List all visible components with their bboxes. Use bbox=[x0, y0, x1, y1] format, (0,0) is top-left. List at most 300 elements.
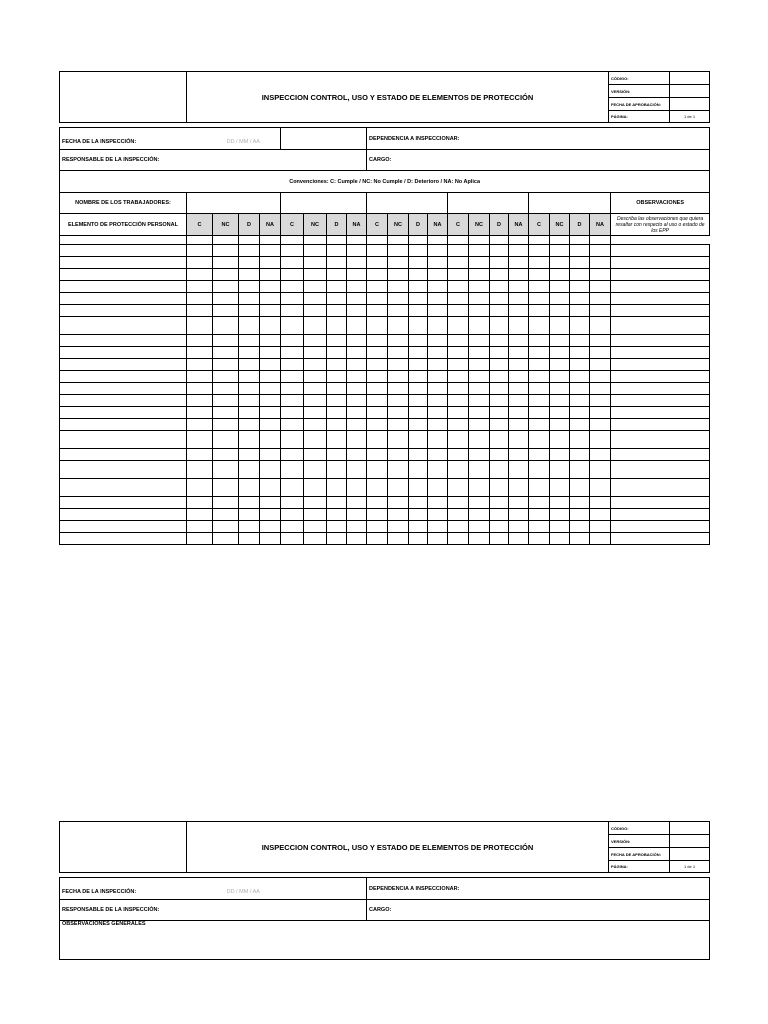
check-cell[interactable] bbox=[590, 335, 611, 347]
check-cell[interactable] bbox=[469, 371, 490, 383]
check-cell[interactable] bbox=[187, 281, 213, 293]
check-cell[interactable] bbox=[367, 509, 388, 521]
check-cell[interactable] bbox=[260, 449, 281, 461]
check-cell[interactable] bbox=[490, 293, 509, 305]
check-cell[interactable] bbox=[239, 305, 260, 317]
worker-name-5[interactable] bbox=[529, 193, 611, 214]
check-cell[interactable] bbox=[490, 269, 509, 281]
observation-cell[interactable] bbox=[611, 395, 710, 407]
check-cell[interactable] bbox=[509, 371, 529, 383]
fecha-aprobacion-value[interactable] bbox=[670, 98, 710, 111]
check-cell[interactable] bbox=[428, 395, 448, 407]
check-cell[interactable] bbox=[187, 395, 213, 407]
check-cell[interactable] bbox=[529, 461, 550, 479]
check-cell[interactable] bbox=[590, 257, 611, 269]
check-cell[interactable] bbox=[187, 347, 213, 359]
check-cell[interactable] bbox=[550, 521, 570, 533]
check-cell[interactable] bbox=[529, 509, 550, 521]
check-cell[interactable] bbox=[367, 245, 388, 257]
check-cell[interactable] bbox=[590, 317, 611, 335]
check-cell[interactable] bbox=[281, 449, 304, 461]
check-cell[interactable] bbox=[304, 521, 327, 533]
check-cell[interactable] bbox=[367, 236, 388, 245]
check-cell[interactable] bbox=[409, 449, 428, 461]
fecha-aprobacion-value[interactable] bbox=[670, 848, 710, 861]
check-cell[interactable] bbox=[187, 236, 213, 245]
check-cell[interactable] bbox=[428, 359, 448, 371]
check-cell[interactable] bbox=[327, 293, 347, 305]
check-cell[interactable] bbox=[529, 521, 550, 533]
check-cell[interactable] bbox=[428, 257, 448, 269]
check-cell[interactable] bbox=[509, 461, 529, 479]
check-cell[interactable] bbox=[570, 347, 590, 359]
check-cell[interactable] bbox=[570, 533, 590, 545]
check-cell[interactable] bbox=[187, 419, 213, 431]
check-cell[interactable] bbox=[239, 371, 260, 383]
check-cell[interactable] bbox=[327, 479, 347, 497]
check-cell[interactable] bbox=[448, 407, 469, 419]
check-cell[interactable] bbox=[388, 533, 409, 545]
check-cell[interactable] bbox=[327, 395, 347, 407]
epp-element-cell[interactable] bbox=[60, 236, 187, 245]
check-cell[interactable] bbox=[347, 431, 367, 449]
check-cell[interactable] bbox=[347, 281, 367, 293]
check-cell[interactable] bbox=[347, 383, 367, 395]
check-cell[interactable] bbox=[428, 305, 448, 317]
check-cell[interactable] bbox=[490, 497, 509, 509]
check-cell[interactable] bbox=[409, 431, 428, 449]
check-cell[interactable] bbox=[304, 236, 327, 245]
check-cell[interactable] bbox=[448, 383, 469, 395]
check-cell[interactable] bbox=[304, 383, 327, 395]
check-cell[interactable] bbox=[281, 305, 304, 317]
check-cell[interactable] bbox=[590, 479, 611, 497]
check-cell[interactable] bbox=[388, 371, 409, 383]
check-cell[interactable] bbox=[367, 281, 388, 293]
epp-element-cell[interactable] bbox=[60, 521, 187, 533]
check-cell[interactable] bbox=[529, 317, 550, 335]
check-cell[interactable] bbox=[570, 293, 590, 305]
check-cell[interactable] bbox=[239, 383, 260, 395]
check-cell[interactable] bbox=[509, 521, 529, 533]
epp-element-cell[interactable] bbox=[60, 359, 187, 371]
check-cell[interactable] bbox=[187, 509, 213, 521]
check-cell[interactable] bbox=[239, 395, 260, 407]
check-cell[interactable] bbox=[590, 509, 611, 521]
check-cell[interactable] bbox=[347, 449, 367, 461]
check-cell[interactable] bbox=[428, 431, 448, 449]
check-cell[interactable] bbox=[239, 269, 260, 281]
check-cell[interactable] bbox=[590, 371, 611, 383]
check-cell[interactable] bbox=[239, 407, 260, 419]
check-cell[interactable] bbox=[388, 461, 409, 479]
check-cell[interactable] bbox=[590, 305, 611, 317]
check-cell[interactable] bbox=[347, 533, 367, 545]
check-cell[interactable] bbox=[239, 281, 260, 293]
observation-cell[interactable] bbox=[611, 431, 710, 449]
check-cell[interactable] bbox=[490, 521, 509, 533]
responsable-label[interactable]: RESPONSABLE DE LA INSPECCIÓN: bbox=[60, 900, 367, 921]
check-cell[interactable] bbox=[239, 431, 260, 449]
check-cell[interactable] bbox=[213, 497, 239, 509]
check-cell[interactable] bbox=[367, 533, 388, 545]
check-cell[interactable] bbox=[590, 497, 611, 509]
check-cell[interactable] bbox=[260, 371, 281, 383]
check-cell[interactable] bbox=[469, 257, 490, 269]
check-cell[interactable] bbox=[469, 461, 490, 479]
check-cell[interactable] bbox=[260, 533, 281, 545]
check-cell[interactable] bbox=[490, 305, 509, 317]
check-cell[interactable] bbox=[409, 407, 428, 419]
check-cell[interactable] bbox=[529, 407, 550, 419]
check-cell[interactable] bbox=[367, 395, 388, 407]
epp-element-cell[interactable] bbox=[60, 479, 187, 497]
check-cell[interactable] bbox=[409, 317, 428, 335]
check-cell[interactable] bbox=[509, 383, 529, 395]
fecha-input[interactable]: DD / MM / AA bbox=[226, 138, 260, 145]
check-cell[interactable] bbox=[570, 395, 590, 407]
check-cell[interactable] bbox=[469, 359, 490, 371]
check-cell[interactable] bbox=[490, 347, 509, 359]
check-cell[interactable] bbox=[448, 305, 469, 317]
check-cell[interactable] bbox=[509, 293, 529, 305]
observation-cell[interactable] bbox=[611, 257, 710, 269]
check-cell[interactable] bbox=[260, 419, 281, 431]
check-cell[interactable] bbox=[590, 269, 611, 281]
check-cell[interactable] bbox=[187, 317, 213, 335]
check-cell[interactable] bbox=[409, 236, 428, 245]
check-cell[interactable] bbox=[304, 431, 327, 449]
check-cell[interactable] bbox=[213, 347, 239, 359]
check-cell[interactable] bbox=[213, 257, 239, 269]
check-cell[interactable] bbox=[529, 395, 550, 407]
check-cell[interactable] bbox=[529, 335, 550, 347]
check-cell[interactable] bbox=[590, 431, 611, 449]
check-cell[interactable] bbox=[388, 293, 409, 305]
check-cell[interactable] bbox=[509, 236, 529, 245]
check-cell[interactable] bbox=[347, 245, 367, 257]
check-cell[interactable] bbox=[347, 407, 367, 419]
check-cell[interactable] bbox=[570, 497, 590, 509]
check-cell[interactable] bbox=[260, 431, 281, 449]
check-cell[interactable] bbox=[260, 407, 281, 419]
check-cell[interactable] bbox=[367, 479, 388, 497]
check-cell[interactable] bbox=[428, 419, 448, 431]
epp-element-cell[interactable] bbox=[60, 281, 187, 293]
check-cell[interactable] bbox=[239, 509, 260, 521]
check-cell[interactable] bbox=[428, 236, 448, 245]
check-cell[interactable] bbox=[327, 236, 347, 245]
check-cell[interactable] bbox=[213, 509, 239, 521]
check-cell[interactable] bbox=[347, 497, 367, 509]
observation-cell[interactable] bbox=[611, 533, 710, 545]
epp-element-cell[interactable] bbox=[60, 497, 187, 509]
check-cell[interactable] bbox=[550, 257, 570, 269]
check-cell[interactable] bbox=[367, 449, 388, 461]
observation-cell[interactable] bbox=[611, 497, 710, 509]
check-cell[interactable] bbox=[304, 305, 327, 317]
check-cell[interactable] bbox=[428, 497, 448, 509]
observation-cell[interactable] bbox=[611, 521, 710, 533]
check-cell[interactable] bbox=[409, 533, 428, 545]
check-cell[interactable] bbox=[590, 359, 611, 371]
check-cell[interactable] bbox=[469, 335, 490, 347]
check-cell[interactable] bbox=[239, 257, 260, 269]
version-value[interactable] bbox=[670, 835, 710, 848]
check-cell[interactable] bbox=[239, 419, 260, 431]
check-cell[interactable] bbox=[187, 521, 213, 533]
check-cell[interactable] bbox=[448, 533, 469, 545]
check-cell[interactable] bbox=[509, 359, 529, 371]
check-cell[interactable] bbox=[448, 245, 469, 257]
check-cell[interactable] bbox=[409, 521, 428, 533]
check-cell[interactable] bbox=[304, 533, 327, 545]
check-cell[interactable] bbox=[469, 281, 490, 293]
check-cell[interactable] bbox=[304, 281, 327, 293]
check-cell[interactable] bbox=[448, 257, 469, 269]
check-cell[interactable] bbox=[570, 509, 590, 521]
check-cell[interactable] bbox=[304, 245, 327, 257]
check-cell[interactable] bbox=[388, 317, 409, 335]
check-cell[interactable] bbox=[550, 479, 570, 497]
check-cell[interactable] bbox=[281, 461, 304, 479]
check-cell[interactable] bbox=[388, 431, 409, 449]
check-cell[interactable] bbox=[260, 509, 281, 521]
check-cell[interactable] bbox=[388, 281, 409, 293]
check-cell[interactable] bbox=[409, 479, 428, 497]
check-cell[interactable] bbox=[428, 533, 448, 545]
worker-name-2[interactable] bbox=[281, 193, 367, 214]
check-cell[interactable] bbox=[428, 407, 448, 419]
check-cell[interactable] bbox=[281, 317, 304, 335]
check-cell[interactable] bbox=[490, 509, 509, 521]
check-cell[interactable] bbox=[509, 347, 529, 359]
check-cell[interactable] bbox=[409, 461, 428, 479]
epp-element-cell[interactable] bbox=[60, 293, 187, 305]
check-cell[interactable] bbox=[281, 335, 304, 347]
observation-cell[interactable] bbox=[611, 281, 710, 293]
epp-element-cell[interactable] bbox=[60, 533, 187, 545]
check-cell[interactable] bbox=[260, 281, 281, 293]
epp-element-cell[interactable] bbox=[60, 269, 187, 281]
check-cell[interactable] bbox=[327, 257, 347, 269]
check-cell[interactable] bbox=[428, 245, 448, 257]
check-cell[interactable] bbox=[469, 449, 490, 461]
check-cell[interactable] bbox=[490, 479, 509, 497]
check-cell[interactable] bbox=[239, 521, 260, 533]
check-cell[interactable] bbox=[388, 497, 409, 509]
check-cell[interactable] bbox=[213, 383, 239, 395]
observation-cell[interactable] bbox=[611, 383, 710, 395]
check-cell[interactable] bbox=[570, 305, 590, 317]
check-cell[interactable] bbox=[448, 521, 469, 533]
check-cell[interactable] bbox=[187, 269, 213, 281]
check-cell[interactable] bbox=[304, 347, 327, 359]
check-cell[interactable] bbox=[367, 371, 388, 383]
observation-cell[interactable] bbox=[611, 407, 710, 419]
check-cell[interactable] bbox=[260, 395, 281, 407]
check-cell[interactable] bbox=[388, 419, 409, 431]
check-cell[interactable] bbox=[213, 359, 239, 371]
check-cell[interactable] bbox=[469, 407, 490, 419]
observation-cell[interactable] bbox=[611, 305, 710, 317]
check-cell[interactable] bbox=[570, 245, 590, 257]
check-cell[interactable] bbox=[347, 461, 367, 479]
check-cell[interactable] bbox=[327, 383, 347, 395]
check-cell[interactable] bbox=[347, 317, 367, 335]
check-cell[interactable] bbox=[490, 371, 509, 383]
check-cell[interactable] bbox=[448, 236, 469, 245]
check-cell[interactable] bbox=[490, 281, 509, 293]
check-cell[interactable] bbox=[590, 236, 611, 245]
check-cell[interactable] bbox=[529, 293, 550, 305]
check-cell[interactable] bbox=[367, 497, 388, 509]
check-cell[interactable] bbox=[388, 236, 409, 245]
check-cell[interactable] bbox=[448, 335, 469, 347]
check-cell[interactable] bbox=[570, 269, 590, 281]
epp-element-cell[interactable] bbox=[60, 419, 187, 431]
check-cell[interactable] bbox=[409, 257, 428, 269]
check-cell[interactable] bbox=[239, 236, 260, 245]
version-value[interactable] bbox=[670, 85, 710, 98]
check-cell[interactable] bbox=[529, 236, 550, 245]
check-cell[interactable] bbox=[529, 257, 550, 269]
check-cell[interactable] bbox=[347, 236, 367, 245]
epp-element-cell[interactable] bbox=[60, 317, 187, 335]
check-cell[interactable] bbox=[469, 497, 490, 509]
check-cell[interactable] bbox=[550, 461, 570, 479]
check-cell[interactable] bbox=[550, 317, 570, 335]
check-cell[interactable] bbox=[347, 257, 367, 269]
check-cell[interactable] bbox=[490, 533, 509, 545]
check-cell[interactable] bbox=[239, 479, 260, 497]
check-cell[interactable] bbox=[590, 293, 611, 305]
check-cell[interactable] bbox=[509, 497, 529, 509]
check-cell[interactable] bbox=[260, 479, 281, 497]
check-cell[interactable] bbox=[260, 359, 281, 371]
check-cell[interactable] bbox=[388, 269, 409, 281]
check-cell[interactable] bbox=[590, 419, 611, 431]
check-cell[interactable] bbox=[448, 419, 469, 431]
check-cell[interactable] bbox=[304, 317, 327, 335]
check-cell[interactable] bbox=[550, 281, 570, 293]
check-cell[interactable] bbox=[590, 347, 611, 359]
check-cell[interactable] bbox=[347, 305, 367, 317]
cargo-label[interactable]: CARGO: bbox=[367, 900, 710, 921]
check-cell[interactable] bbox=[409, 335, 428, 347]
check-cell[interactable] bbox=[281, 245, 304, 257]
check-cell[interactable] bbox=[509, 449, 529, 461]
check-cell[interactable] bbox=[281, 497, 304, 509]
check-cell[interactable] bbox=[409, 293, 428, 305]
check-cell[interactable] bbox=[590, 449, 611, 461]
worker-name-3[interactable] bbox=[367, 193, 448, 214]
check-cell[interactable] bbox=[347, 479, 367, 497]
check-cell[interactable] bbox=[281, 257, 304, 269]
check-cell[interactable] bbox=[469, 395, 490, 407]
check-cell[interactable] bbox=[448, 395, 469, 407]
check-cell[interactable] bbox=[409, 371, 428, 383]
check-cell[interactable] bbox=[327, 449, 347, 461]
check-cell[interactable] bbox=[304, 449, 327, 461]
check-cell[interactable] bbox=[550, 383, 570, 395]
check-cell[interactable] bbox=[367, 257, 388, 269]
check-cell[interactable] bbox=[304, 293, 327, 305]
check-cell[interactable] bbox=[529, 383, 550, 395]
check-cell[interactable] bbox=[388, 257, 409, 269]
dependencia-label[interactable]: DEPENDENCIA A INSPECCIONAR: bbox=[367, 878, 710, 900]
check-cell[interactable] bbox=[239, 245, 260, 257]
observaciones-generales[interactable] bbox=[60, 921, 710, 960]
check-cell[interactable] bbox=[590, 281, 611, 293]
epp-element-cell[interactable] bbox=[60, 449, 187, 461]
check-cell[interactable] bbox=[490, 407, 509, 419]
observation-cell[interactable] bbox=[611, 269, 710, 281]
observation-cell[interactable] bbox=[611, 479, 710, 497]
check-cell[interactable] bbox=[213, 479, 239, 497]
check-cell[interactable] bbox=[490, 236, 509, 245]
check-cell[interactable] bbox=[529, 431, 550, 449]
check-cell[interactable] bbox=[428, 509, 448, 521]
observation-cell[interactable] bbox=[611, 347, 710, 359]
check-cell[interactable] bbox=[187, 335, 213, 347]
check-cell[interactable] bbox=[509, 509, 529, 521]
observation-cell[interactable] bbox=[611, 293, 710, 305]
check-cell[interactable] bbox=[213, 269, 239, 281]
check-cell[interactable] bbox=[490, 317, 509, 335]
check-cell[interactable] bbox=[570, 449, 590, 461]
observation-cell[interactable] bbox=[611, 359, 710, 371]
check-cell[interactable] bbox=[570, 419, 590, 431]
check-cell[interactable] bbox=[509, 407, 529, 419]
check-cell[interactable] bbox=[509, 281, 529, 293]
check-cell[interactable] bbox=[260, 293, 281, 305]
check-cell[interactable] bbox=[509, 257, 529, 269]
check-cell[interactable] bbox=[239, 449, 260, 461]
observation-cell[interactable] bbox=[611, 449, 710, 461]
check-cell[interactable] bbox=[570, 461, 590, 479]
check-cell[interactable] bbox=[509, 479, 529, 497]
check-cell[interactable] bbox=[187, 533, 213, 545]
check-cell[interactable] bbox=[260, 305, 281, 317]
check-cell[interactable] bbox=[304, 407, 327, 419]
check-cell[interactable] bbox=[469, 521, 490, 533]
check-cell[interactable] bbox=[490, 461, 509, 479]
check-cell[interactable] bbox=[469, 383, 490, 395]
check-cell[interactable] bbox=[281, 407, 304, 419]
check-cell[interactable] bbox=[213, 335, 239, 347]
check-cell[interactable] bbox=[448, 269, 469, 281]
check-cell[interactable] bbox=[304, 269, 327, 281]
check-cell[interactable] bbox=[490, 245, 509, 257]
observation-cell[interactable] bbox=[611, 371, 710, 383]
check-cell[interactable] bbox=[367, 347, 388, 359]
epp-element-cell[interactable] bbox=[60, 371, 187, 383]
check-cell[interactable] bbox=[367, 269, 388, 281]
check-cell[interactable] bbox=[347, 395, 367, 407]
check-cell[interactable] bbox=[213, 407, 239, 419]
check-cell[interactable] bbox=[550, 359, 570, 371]
check-cell[interactable] bbox=[213, 419, 239, 431]
check-cell[interactable] bbox=[590, 395, 611, 407]
check-cell[interactable] bbox=[281, 431, 304, 449]
check-cell[interactable] bbox=[388, 521, 409, 533]
check-cell[interactable] bbox=[327, 269, 347, 281]
check-cell[interactable] bbox=[327, 497, 347, 509]
check-cell[interactable] bbox=[213, 281, 239, 293]
check-cell[interactable] bbox=[388, 395, 409, 407]
check-cell[interactable] bbox=[239, 497, 260, 509]
